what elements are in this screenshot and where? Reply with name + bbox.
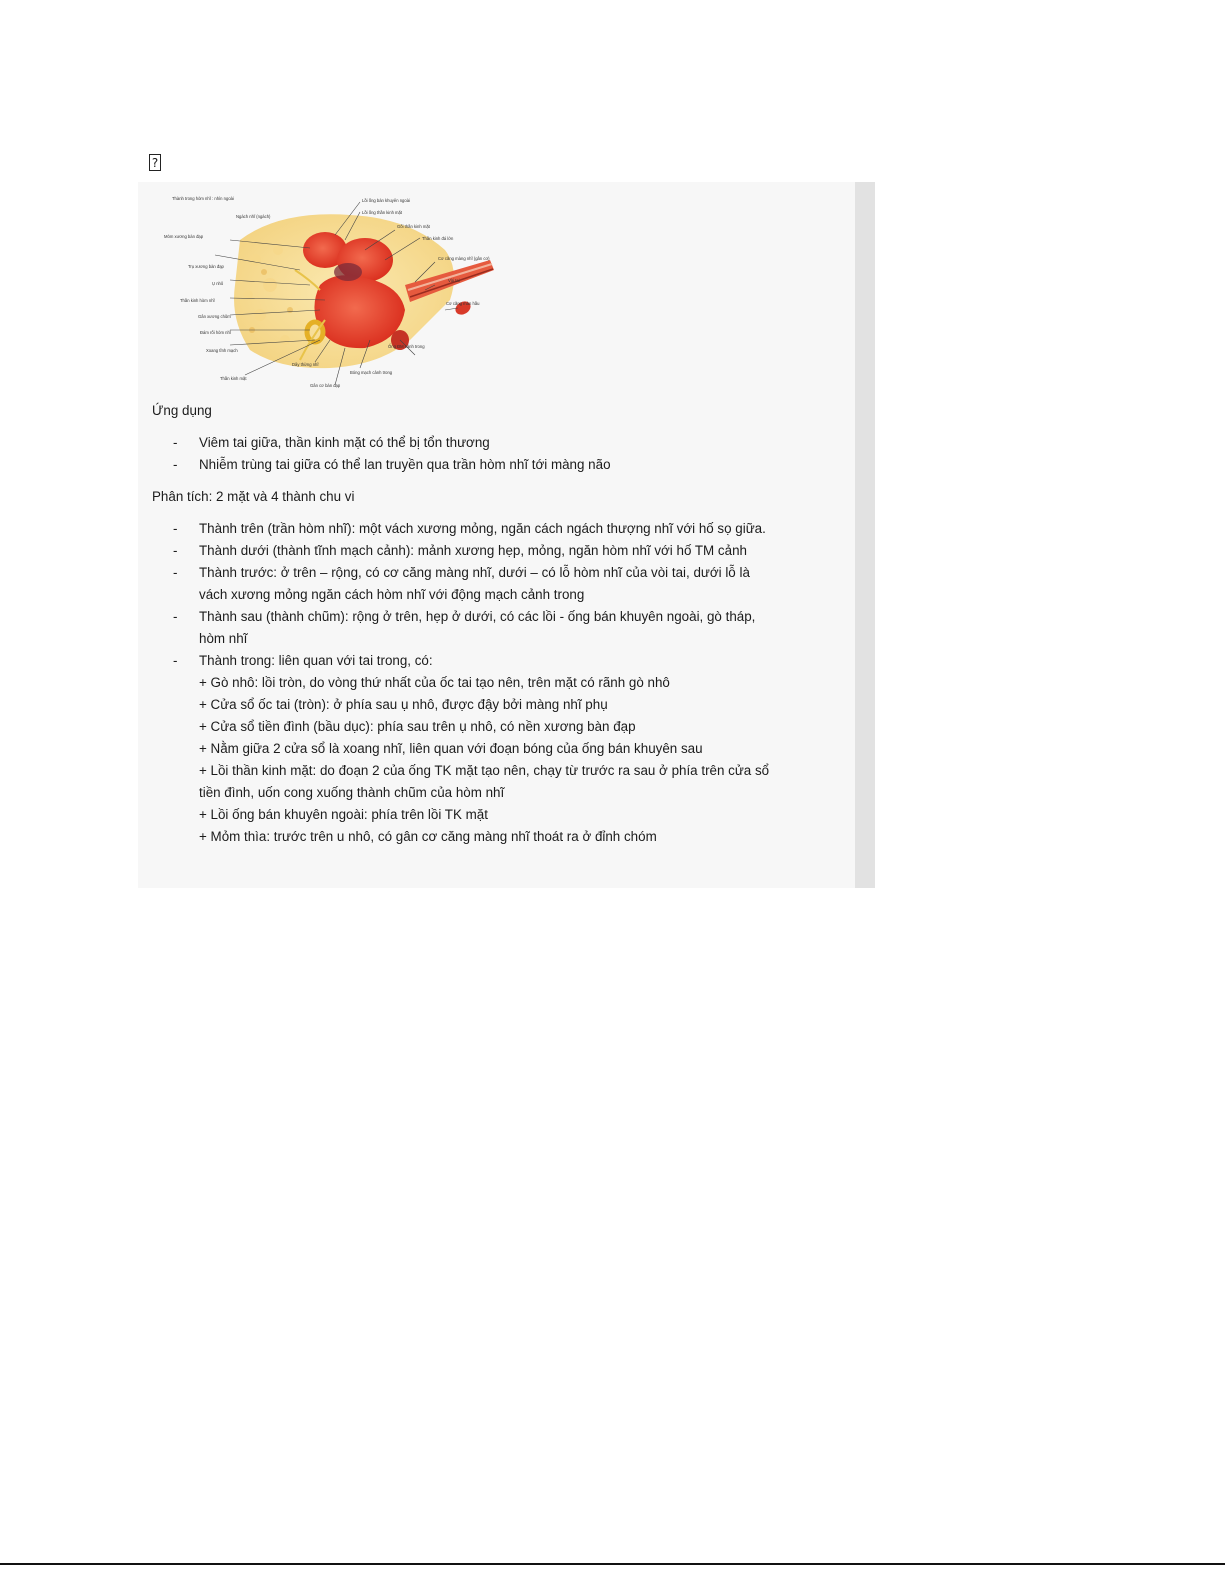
- diagram-label: Đám rối hòm nhĩ: [200, 330, 231, 335]
- diagram-label: Cơ căng màn hầu: [446, 301, 480, 306]
- sub-item: + Gò nhô: lồi tròn, do vòng thứ nhất của ốc tai tạo nên, trên mặt có rãnh gò nhô: [199, 675, 670, 690]
- diagram-label: Xoang tĩnh mạch: [206, 348, 238, 353]
- list-item: [152, 650, 772, 848]
- diagram-label: Mỏm xương bàn đạp: [164, 234, 204, 239]
- document-content: [152, 400, 772, 858]
- list-item-text: Thành trong: liên quan với tai trong, có:: [199, 653, 433, 668]
- embedded-photo: [138, 182, 875, 888]
- diagram-label: Vòi tai: [448, 278, 460, 283]
- diagram-label: Gối thần kinh mặt: [397, 224, 430, 229]
- list-item: - Nhiễm trùng tai giữa có thể lan truyền qua trần hòm nhĩ tới màng não: [152, 454, 772, 476]
- sub-item: + Lồi thần kinh mặt: do đoạn 2 của ống TK mặt tạo nên, chạy từ trước ra sau ở phía trên cửa sổ tiền đình, uốn cong xuống thành chũm của hòm nhĩ: [199, 763, 770, 800]
- diagram-label: Lồi ống bán khuyên ngoài: [362, 198, 410, 203]
- diagram-label: Ụ nhô: [212, 281, 224, 286]
- walls-list: [152, 518, 772, 848]
- diagram-label: Thành trong hòm nhĩ : nhìn ngoài: [172, 196, 234, 201]
- list-item: - Viêm tai giữa, thần kinh mặt có thể bị tổn thương: [152, 432, 772, 454]
- page-bottom-rule: [0, 1563, 1225, 1565]
- sub-item: + Mỏm thìa: trước trên u nhô, có gân cơ căng màng nhĩ thoát ra ở đỉnh chóm: [199, 829, 657, 844]
- diagram-label: Gân cơ bàn đạp: [310, 383, 341, 388]
- section-heading-application: Ứng dụng: [152, 403, 212, 418]
- sub-item: + Nằm giữa 2 cửa sổ là xoang nhĩ, liên quan với đoạn bóng của ống bán khuyên sau: [199, 741, 703, 756]
- section-heading-analysis: Phân tích: 2 mặt và 4 thành chu vi: [152, 489, 355, 504]
- diagram-label: Ngách nhĩ (ngách): [236, 214, 271, 219]
- application-list: [152, 432, 772, 476]
- diagram-label: Thần kinh hòm nhĩ: [180, 298, 215, 303]
- list-item: - Thành sau (thành chũm): rộng ở trên, hẹp ở dưới, có các lồi - ống bán khuyên ngoài, gò tháp, hòm nhĩ: [152, 606, 772, 650]
- diagram-label: Trụ xương bàn đạp: [188, 264, 224, 269]
- sub-item: + Cửa sổ ốc tai (tròn): ở phía sau ụ nhô, được đậy bởi màng nhĩ phụ: [199, 697, 608, 712]
- diagram-label: Dây thừng nhĩ: [292, 362, 319, 367]
- list-item: - Thành trên (trần hòm nhĩ): một vách xương mỏng, ngăn cách ngách thượng nhĩ với hố sọ giữa.: [152, 518, 772, 540]
- diagram-label: Thần kinh đá lớn: [422, 236, 454, 241]
- diagram-label: Gân xương chũm: [198, 314, 231, 319]
- diagram-label: Ống ĐM cảnh trong: [388, 344, 425, 349]
- missing-image-glyph: ?: [149, 154, 161, 171]
- list-item: - Thành dưới (thành tĩnh mạch cảnh): mảnh xương hẹp, mỏng, ngăn hòm nhĩ với hố TM cảnh: [152, 540, 772, 562]
- sub-item: + Cửa sổ tiền đình (bầu dục): phía sau trên ụ nhô, có nền xương bàn đạp: [199, 719, 636, 734]
- scrollbar[interactable]: [855, 182, 875, 888]
- list-item: - Thành trước: ở trên – rộng, có cơ căng màng nhĩ, dưới – có lỗ hòm nhĩ của vòi tai, dưới lỗ là vách xương mỏng ngăn cách hòm nhĩ với động mạch cảnh trong: [152, 562, 772, 606]
- diagram-label: Thần kinh mặt: [220, 376, 247, 381]
- sub-item: + Lồi ống bán khuyên ngoài: phía trên lồi TK mặt: [199, 807, 488, 822]
- diagram-label: Bóng mạch cảnh trong: [350, 370, 393, 375]
- ear-anatomy-diagram: [160, 190, 510, 390]
- diagram-label: Cơ căng màng nhĩ (gân cơ): [438, 256, 490, 261]
- diagram-label: Lồi ống thần kinh mặt: [362, 210, 403, 215]
